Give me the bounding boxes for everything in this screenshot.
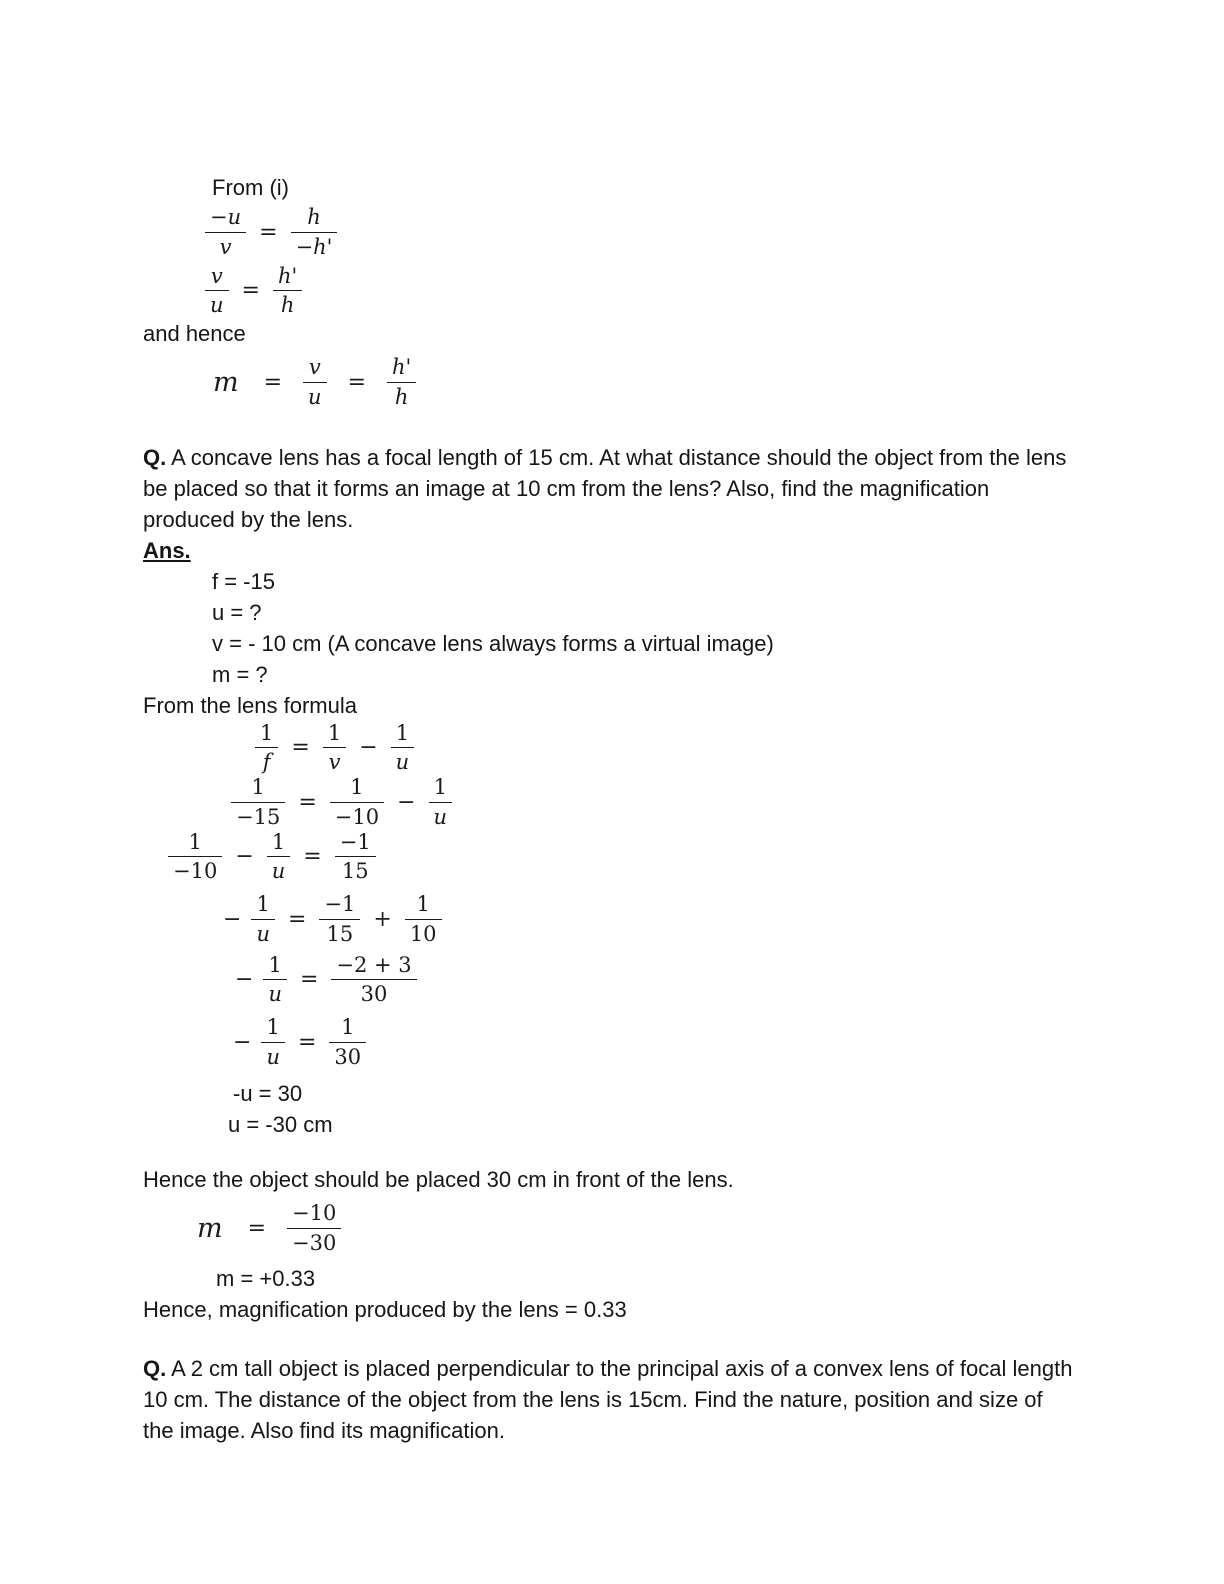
- magnification-value: m = +0.33: [216, 1266, 316, 1292]
- math-operator: −: [223, 906, 242, 932]
- fraction: [267, 830, 291, 885]
- fraction-denominator: −15: [236, 804, 281, 829]
- fraction: [303, 355, 327, 410]
- fraction-denominator: h: [280, 293, 295, 318]
- fraction-denominator: u: [271, 859, 286, 884]
- equation-magnification-calculation: [197, 1201, 1078, 1256]
- math-operator: =: [263, 369, 283, 395]
- fraction-denominator: u: [210, 293, 224, 318]
- fraction-denominator: 15: [326, 921, 354, 946]
- math-operator: −: [235, 967, 254, 993]
- and-hence-text: and hence: [143, 321, 246, 347]
- fraction-numerator: −2 + 3: [331, 953, 416, 981]
- fraction-numerator: 1: [251, 892, 275, 920]
- fraction-numerator: −1: [335, 830, 376, 858]
- question-2-section: [143, 1353, 1078, 1446]
- fraction-denominator: v: [219, 234, 232, 259]
- answer-label: Ans.: [143, 537, 191, 563]
- fraction-denominator: 30: [334, 1045, 362, 1070]
- math-operator: =: [247, 1215, 267, 1241]
- fraction-numerator: v: [205, 264, 229, 292]
- fraction-numerator: 1: [263, 953, 287, 981]
- fraction: [205, 205, 246, 260]
- question-2-paragraph: [143, 1353, 1078, 1446]
- fraction: [231, 775, 285, 830]
- fraction-denominator: −10: [173, 859, 218, 884]
- fraction-numerator: 1: [168, 830, 222, 858]
- fraction-numerator: 1: [391, 721, 415, 749]
- fraction: [387, 355, 416, 410]
- fraction-denominator: −h': [295, 234, 333, 259]
- math-operator: =: [241, 278, 260, 304]
- math-operator: −: [397, 789, 416, 815]
- fraction-denominator: 10: [409, 921, 437, 946]
- question-1-text: A concave lens has a focal length of 15 cm. At what distance should the object from the lens be placed so that it forms an image at 10 cm from the lens? Also, find the magnification produced by the lens.: [143, 444, 1067, 532]
- derivation-section: [143, 172, 1078, 410]
- given-magnification: m = ?: [212, 661, 268, 687]
- fraction-denominator: −30: [292, 1230, 337, 1255]
- fraction: [331, 953, 416, 1008]
- fraction: [261, 1015, 285, 1070]
- fraction-numerator: v: [303, 355, 327, 383]
- fraction-numerator: 1: [261, 1015, 285, 1043]
- fraction: [405, 892, 442, 947]
- math-operator: +: [373, 906, 392, 932]
- fraction-denominator: h: [394, 384, 409, 409]
- fraction: [287, 1201, 341, 1256]
- fraction-denominator: 15: [341, 859, 369, 884]
- math-operator: =: [299, 967, 319, 993]
- math-variable: m: [197, 1212, 223, 1244]
- lens-formula-intro: From the lens formula: [143, 692, 357, 718]
- equation-substituted-values: [231, 775, 1078, 830]
- given-focal-length: f = -15: [212, 568, 275, 594]
- equation-isolate-u-step1: [223, 892, 1078, 947]
- fraction-denominator: −10: [334, 804, 380, 829]
- conclusion-object-distance: Hence the object should be placed 30 cm in front of the lens.: [143, 1166, 734, 1192]
- fraction: [391, 721, 415, 776]
- math-operator: =: [287, 906, 307, 932]
- fraction-numerator: 1: [429, 775, 453, 803]
- fraction-denominator: u: [308, 384, 322, 409]
- fraction: [335, 830, 376, 885]
- fraction-numerator: −u: [205, 205, 246, 233]
- fraction: [273, 264, 302, 319]
- math-operator: =: [297, 1030, 317, 1056]
- equation-rearranged: [168, 830, 1078, 885]
- fraction: [330, 775, 384, 830]
- math-operator: −: [359, 735, 378, 761]
- result-minus-u: -u = 30: [233, 1080, 303, 1106]
- fraction-denominator: u: [395, 750, 410, 775]
- fraction-numerator: 1: [267, 830, 291, 858]
- math-operator: −: [233, 1030, 252, 1056]
- conclusion-magnification: Hence, magnification produced by the lens = 0.33: [143, 1297, 627, 1323]
- fraction-denominator: 30: [360, 982, 388, 1007]
- math-operator: =: [347, 369, 367, 395]
- fraction-numerator: 1: [255, 721, 278, 749]
- fraction-numerator: h': [387, 355, 416, 383]
- math-operator: =: [259, 219, 278, 245]
- question-2-label: Q.: [143, 1356, 167, 1382]
- fraction: [251, 892, 275, 947]
- question-1-label: Q.: [143, 444, 167, 470]
- fraction: [291, 205, 338, 260]
- math-operator: =: [303, 844, 322, 870]
- math-operator: −: [235, 844, 254, 870]
- fraction: [263, 953, 287, 1008]
- fraction-numerator: 1: [330, 775, 384, 803]
- fraction-numerator: 1: [405, 892, 442, 920]
- math-operator: =: [291, 735, 310, 761]
- question-1-paragraph: [143, 442, 1078, 535]
- fraction-denominator: u: [256, 921, 270, 946]
- equation-v-over-u: [205, 264, 1078, 319]
- math-operator: =: [298, 789, 317, 815]
- fraction-numerator: h: [291, 205, 338, 233]
- fraction-denominator: v: [328, 750, 341, 775]
- fraction-numerator: −1: [319, 892, 360, 920]
- equation-simplified: [233, 1015, 1078, 1070]
- question-1-section: [143, 442, 1078, 1326]
- fraction-denominator: f: [262, 750, 271, 775]
- derivation-intro: From (i): [212, 175, 289, 200]
- equation-common-denominator: [235, 953, 1078, 1008]
- fraction-denominator: u: [433, 804, 448, 829]
- fraction-numerator: 1: [323, 721, 346, 749]
- given-object-distance: u = ?: [212, 599, 262, 625]
- fraction-denominator: u: [266, 1045, 280, 1070]
- fraction: [329, 1015, 366, 1070]
- fraction: [205, 264, 229, 319]
- equation-lens-formula: [255, 721, 1078, 776]
- question-2-text: A 2 cm tall object is placed perpendicular to the principal axis of a convex lens of focal length 10 cm. The distance of the object from the lens is 15cm. Find the nature, position and size of the image. Also find its magnification.: [143, 1356, 1073, 1444]
- fraction: [323, 721, 346, 776]
- fraction-numerator: 1: [231, 775, 285, 803]
- math-variable: m: [213, 366, 239, 398]
- fraction-numerator: h': [273, 264, 302, 292]
- equation-minus-u-over-v: [205, 205, 1078, 260]
- equation-magnification-definition: [213, 355, 1078, 410]
- fraction: [168, 830, 222, 885]
- fraction-denominator: u: [268, 982, 282, 1007]
- fraction: [255, 721, 278, 776]
- given-image-distance: v = - 10 cm (A concave lens always forms a virtual image): [212, 630, 774, 656]
- result-u-value: u = -30 cm: [228, 1111, 333, 1137]
- fraction-numerator: −10: [287, 1201, 341, 1229]
- fraction: [429, 775, 453, 830]
- fraction: [319, 892, 360, 947]
- fraction-numerator: 1: [329, 1015, 366, 1043]
